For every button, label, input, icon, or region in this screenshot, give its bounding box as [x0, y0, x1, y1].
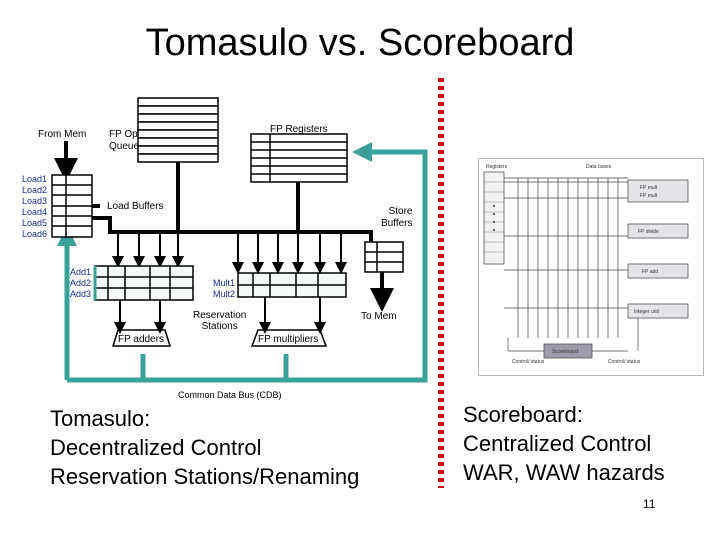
load-6: Load6: [22, 229, 48, 239]
cdb-label: Common Data Bus (CDB): [178, 390, 282, 400]
fp-multipliers-label: FP multipliers: [258, 334, 319, 345]
load-list: [22, 174, 47, 240]
fp-op-queue: [138, 98, 218, 162]
load-2: Load2: [22, 185, 48, 195]
scoreboard-line-2: Centralized Control: [463, 431, 652, 456]
load-1: Load1: [22, 174, 48, 184]
to-mem-label: To Mem: [361, 311, 397, 322]
load-5: Load5: [22, 218, 48, 228]
scoreboard-diagram: [478, 158, 704, 376]
tomasulo-summary: [50, 404, 359, 491]
from-mem-label: From Mem: [38, 129, 87, 140]
scoreboard-line-3: WAR, WAW hazards: [463, 460, 665, 485]
add-1: Add1: [70, 267, 92, 277]
fp-adders-label: FP adders: [118, 334, 164, 345]
store-buffers-label: Store Buffers: [381, 206, 413, 229]
fp-op-queue-label: FP Op Queue: [109, 129, 140, 152]
mult-2: Mult2: [213, 289, 236, 299]
load-buffers-label: Load Buffers: [107, 201, 164, 212]
load-3: Load3: [22, 196, 48, 206]
page-title: Tomasulo vs. Scoreboard: [145, 22, 575, 64]
sb-unit-2: FP mult: [640, 193, 658, 199]
mult-list: [213, 278, 235, 300]
fp-registers-label: FP Registers: [270, 124, 328, 135]
fp-registers: [251, 134, 347, 182]
tomasulo-line-2: Decentralized Control: [50, 435, 262, 460]
scoreboard-line-1: Scoreboard:: [463, 402, 583, 427]
reservation-stations-label: Reservation Stations: [193, 310, 247, 332]
sb-unit-4: FP add: [642, 269, 659, 275]
add-3: Add3: [70, 289, 92, 299]
sb-control-left: Control/ status: [512, 359, 545, 365]
sb-unit-3: FP divide: [638, 229, 659, 235]
mult-1: Mult1: [213, 278, 236, 288]
load-4: Load4: [22, 207, 48, 217]
sb-control-right: Control/ status: [608, 359, 641, 365]
sb-data-buses-label: Data buses: [586, 164, 612, 170]
sb-unit-5: Integer unit: [634, 309, 660, 315]
add-list: [70, 267, 91, 300]
sb-scoreboard-label: Scoreboard: [552, 349, 578, 355]
add-2: Add2: [70, 278, 92, 288]
store-buffers: [365, 242, 403, 272]
add-reservation-stations: [95, 266, 193, 300]
load-buffers: [52, 175, 92, 237]
tomasulo-line-1: Tomasulo:: [50, 406, 151, 431]
operand-bus-arrows: [118, 232, 341, 268]
page-number: 11: [643, 497, 656, 511]
mult-reservation-stations: [238, 273, 346, 297]
sb-unit-1: FP mult: [640, 185, 658, 191]
tomasulo-line-3: Reservation Stations/Renaming: [50, 464, 360, 489]
scoreboard-summary: [463, 400, 665, 487]
sb-registers-label: Registers: [486, 164, 508, 170]
